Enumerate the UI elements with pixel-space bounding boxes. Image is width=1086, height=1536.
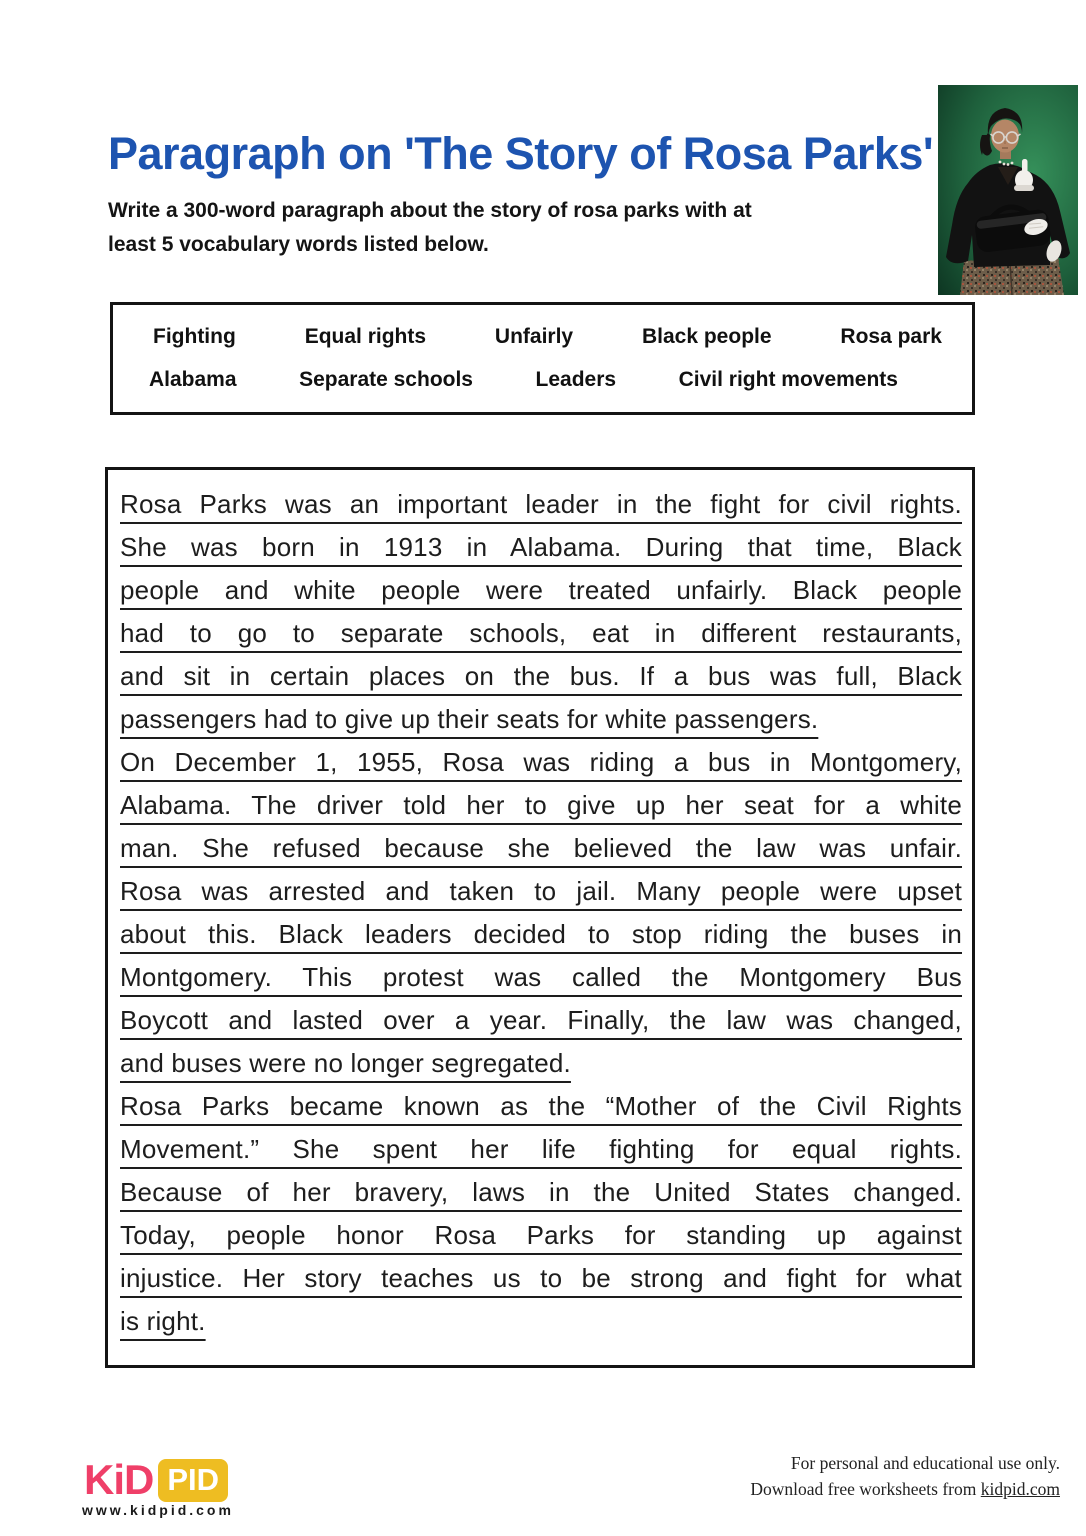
vocab-row-1 (113, 325, 972, 349)
page-title: Paragraph on 'The Story of Rosa Parks' (108, 128, 934, 179)
paragraph-line: Montgomery. This protest was called the Montgomery Bus (120, 962, 962, 992)
paragraph-line: Today, people honor Rosa Parks for standing up against (120, 1220, 962, 1250)
paragraph-line: She was born in 1913 in Alabama. During that time, Black (120, 532, 962, 562)
vocab-word: Equal rights (304, 324, 427, 348)
instructions-text (108, 194, 752, 262)
paragraph-line: people and white people were treated unfairly. Black people (120, 575, 962, 605)
paragraph-line: passengers had to give up their seats for white passengers. (120, 704, 819, 734)
instructions-line-1: Write a 300-word paragraph about the story of rosa parks with at (108, 199, 752, 222)
footer-note (750, 1450, 1060, 1502)
paragraph-line: Boycott and lasted over a year. Finally, the law was changed, (120, 1005, 962, 1035)
kidpid-logo (84, 1456, 228, 1504)
instructions-line-2: least 5 vocabulary words listed below. (108, 233, 489, 256)
logo-website-url: www.kidpid.com (82, 1502, 234, 1518)
vocab-row-2 (113, 368, 972, 392)
paragraph-box (105, 467, 975, 1368)
vocab-word: Rosa park (840, 324, 942, 348)
paragraph-line: Rosa Parks was an important leader in the fight for civil rights. (120, 489, 962, 519)
footer-note-line-1: For personal and educational use only. (790, 1453, 1060, 1473)
paragraph-line: Rosa was arrested and taken to jail. Many people were upset (120, 876, 962, 906)
paragraph-line: had to go to separate schools, eat in different restaurants, (120, 618, 962, 648)
paragraph-line: is right. (120, 1306, 206, 1336)
paragraph-line: and sit in certain places on the bus. If a bus was full, Black (120, 661, 962, 691)
paragraph-line: and buses were no longer segregated. (120, 1048, 571, 1078)
logo-kid-text: KiD (84, 1456, 154, 1503)
footer-note-line-2: Download free worksheets from kidpid.com (750, 1479, 1060, 1499)
paragraph-line: Rosa Parks became known as the “Mother of the Civil Rights (120, 1091, 962, 1121)
vocabulary-box (110, 302, 975, 415)
vocab-word: Unfairly (494, 324, 574, 348)
rosa-parks-photo (938, 85, 1078, 295)
vocab-word: Civil right movements (678, 368, 898, 392)
vocab-word: Leaders (535, 368, 617, 392)
vocab-word: Black people (641, 324, 772, 348)
paragraph-line: injustice. Her story teaches us to be strong and fight for what (120, 1263, 962, 1293)
paragraph-line: Alabama. The driver told her to give up her seat for a white (120, 790, 962, 820)
paragraph-line: about this. Black leaders decided to stop riding the buses in (120, 919, 962, 949)
paragraph-line: man. She refused because she believed the law was unfair. (120, 833, 962, 863)
vocab-word: Alabama (149, 368, 237, 392)
vocab-word: Separate schools (299, 368, 473, 392)
kidpid-link[interactable]: kidpid.com (980, 1479, 1060, 1499)
paragraph-line: Because of her bravery, laws in the United States changed. (120, 1177, 962, 1207)
vocab-word: Fighting (153, 324, 236, 348)
paragraph-line: On December 1, 1955, Rosa was riding a bus in Montgomery, (120, 747, 962, 777)
paragraph-line: Movement.” She spent her life fighting for equal rights. (120, 1134, 962, 1164)
logo-pid-badge: PID (158, 1459, 228, 1502)
